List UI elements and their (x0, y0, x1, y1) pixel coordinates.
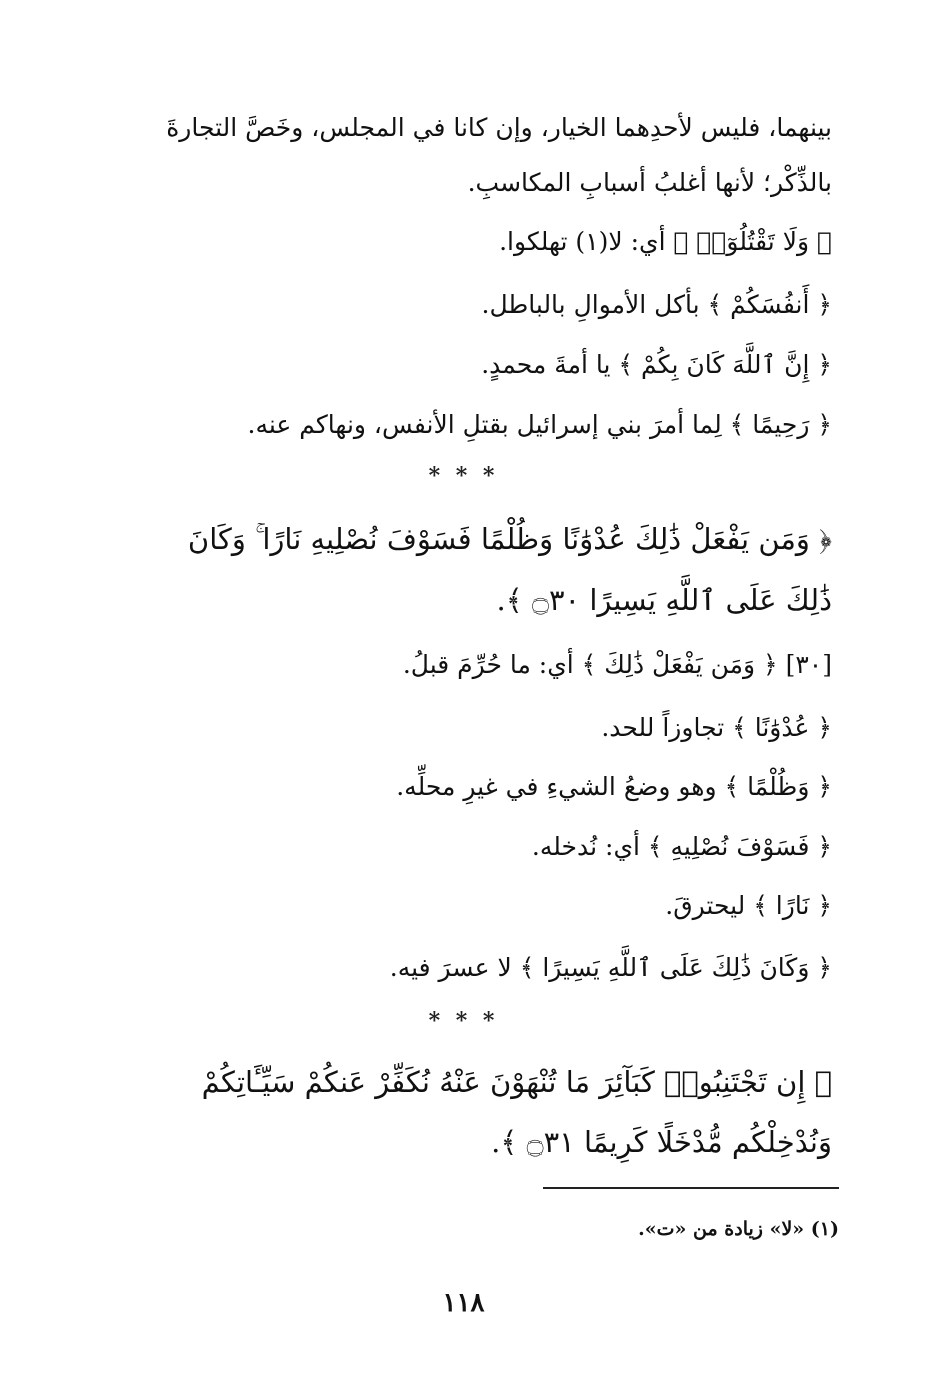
commentary-line-4: ﴿ رَحِيمًا ﴾ لِما أمرَ بني إسرائيل بقتلِ الأنفس، ونهاكم عنه. (247, 410, 832, 439)
verse-30-line-1: ﴿ وَمَن يَفْعَلْ ذَٰلِكَ عُدْوَٰنًا وَظُلْمًا فَسَوْفَ نُصْلِيهِ نَارًا ۚ وَكَانَ (187, 522, 832, 556)
commentary-line-2: ﴿ أَنفُسَكُمْ ﴾ بأكل الأموالِ بالباطل. (481, 290, 832, 319)
commentary-line-7: ﴿ وَظُلْمًا ﴾ وهو وضعُ الشيءِ في غيرِ محلِّه. (396, 772, 832, 801)
commentary-line-5: [٣٠] ﴿ وَمَن يَفْعَلْ ذَٰلِكَ ﴾ أي: ما حُرِّمَ قبلُ. (402, 650, 832, 679)
page-number: ١١٨ (442, 1288, 485, 1318)
footnote: (١) «لا» زيادة من «ت». (638, 1218, 839, 1240)
verse-30-line-2: ذَٰلِكَ عَلَى ٱللَّهِ يَسِيرًا ۝٣٠ ﴾. (496, 583, 832, 617)
commentary-line-3: ﴿ إِنَّ ٱللَّهَ كَانَ بِكُمْ ﴾ يا أمةَ محمدٍ. (481, 350, 832, 379)
commentary-line-8: ﴿ فَسَوْفَ نُصْلِيهِ ﴾ أي: نُدخله. (531, 832, 832, 861)
commentary-line-6: ﴿ عُدْوَٰنًا ﴾ تجاوزاً للحد. (601, 713, 832, 742)
footnote-rule (543, 1187, 839, 1189)
commentary-line-9: ﴿ نَارًا ﴾ ليحترقَ. (665, 891, 832, 920)
section-separator-1: * * * (428, 463, 499, 489)
text-line-2: بالذِّكْر؛ لأنها أغلبُ أسبابِ المكاسبِ. (467, 168, 832, 197)
verse-31-line-2: وَنُدْخِلْكُم مُّدْخَلًا كَرِيمًا ۝٣١ ﴾. (491, 1125, 832, 1159)
commentary-line-10: ﴿ وَكَانَ ذَٰلِكَ عَلَى ٱللَّهِ يَسِيرًا ﴾ لا عسرَ فيه. (389, 953, 832, 982)
text-line-1: بينهما، فليس لأحدِهما الخيار، وإن كانا في المجلس، وخَصَّ التجارةَ (166, 113, 832, 142)
verse-31-line-1: ﴿ إِن تَجْتَنِبُوا۟ كَبَآئِرَ مَا تُنْهَوْنَ عَنْهُ نُكَفِّرْ عَنكُمْ سَيِّـَٔاتِكُمْ (201, 1065, 832, 1099)
section-separator-2: * * * (428, 1008, 499, 1034)
commentary-line-1: ﴿ وَلَا تَقْتُلُوٓا۟ ﴾ أي: لا(١) تهلكوا. (499, 227, 832, 256)
